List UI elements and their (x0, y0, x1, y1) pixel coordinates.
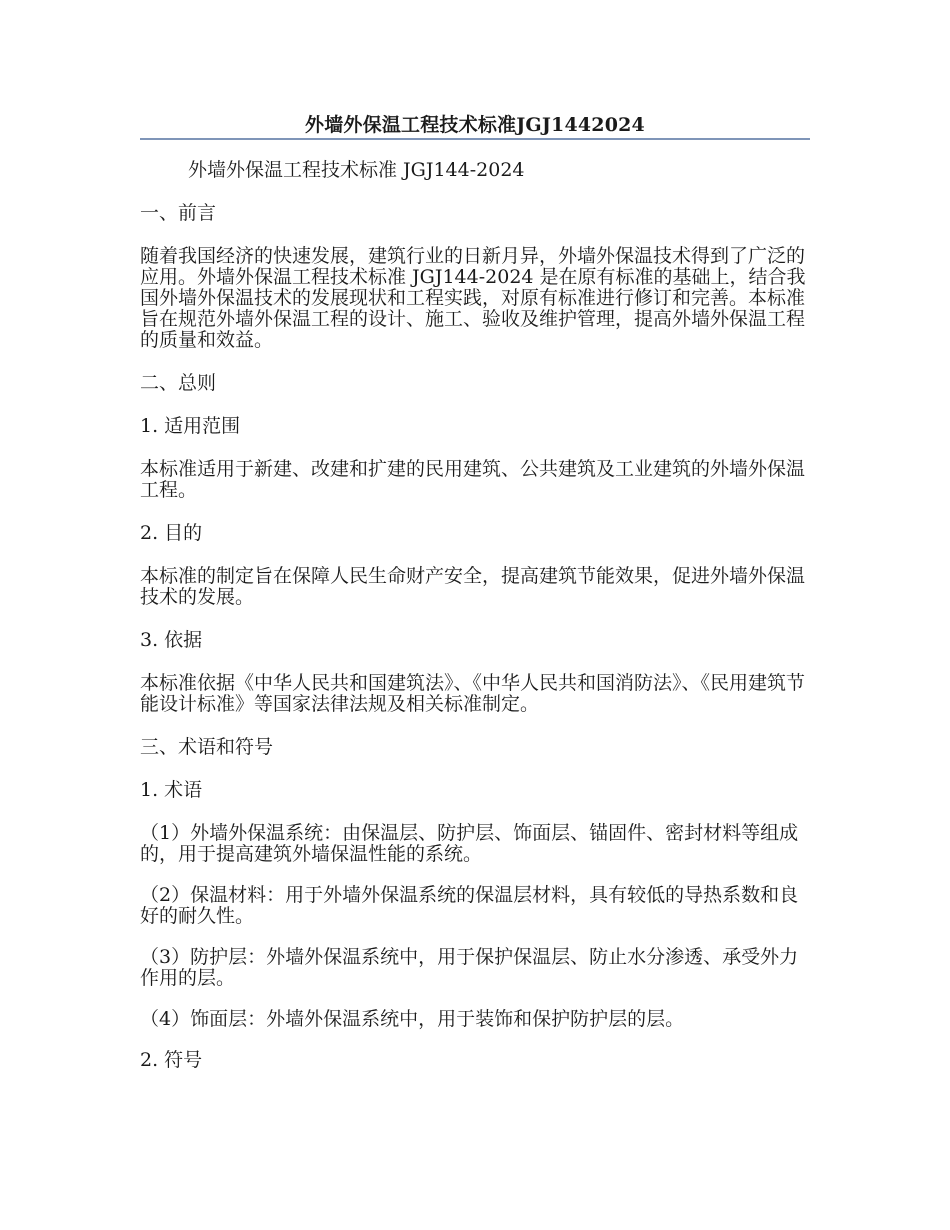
paragraph: 本标准依据《中华人民共和国建筑法》、《中华人民共和国消防法》、《民用建筑节能设计标准》等国家法律法规及相关标准制定。 (140, 672, 806, 715)
header-divider (140, 138, 810, 140)
section-heading: 一、前言 (140, 202, 217, 224)
section-heading: 二、总则 (140, 372, 217, 394)
document-subtitle: 外墙外保温工程技术标准 JGJ144-2024 (188, 159, 525, 181)
subsection-heading: 2. 目的 (140, 522, 203, 544)
term-definition: （3）防护层：外墙外保温系统中，用于保护保温层、防止水分渗透、承受外力作用的层。 (140, 946, 799, 989)
paragraph: 本标准的制定旨在保障人民生命财产安全，提高建筑节能效果，促进外墙外保温技术的发展。 (140, 565, 806, 608)
subsection-heading: 1. 适用范围 (140, 415, 241, 437)
document-body (140, 160, 810, 1093)
subsection-heading: 2. 符号 (140, 1049, 203, 1071)
paragraph: 随着我国经济的快速发展，建筑行业的日新月异，外墙外保温技术得到了广泛的应用。外墙外保温工程技术标准 JGJ144-2024 是在原有标准的基础上，结合我国外墙外保温技术的发展现状和工程实践，对原有标准进行修订和完善。本标准旨在规范外墙外保温工程的设计、施工、验收及维护管理，提高外墙外保温工程的质量和效益。 (140, 245, 806, 351)
page-header-title: 外墙外保温工程技术标准JGJ1442024 (305, 114, 645, 136)
term-definition: （1）外墙外保温系统：由保温层、防护层、饰面层、锚固件、密封材料等组成的，用于提高建筑外墙保温性能的系统。 (140, 822, 799, 865)
subsection-heading: 3. 依据 (140, 629, 203, 651)
section-heading: 三、术语和符号 (140, 736, 274, 758)
subsection-heading: 1. 术语 (140, 779, 203, 801)
paragraph: 本标准适用于新建、改建和扩建的民用建筑、公共建筑及工业建筑的外墙外保温工程。 (140, 458, 806, 501)
term-definition: （2）保温材料：用于外墙外保温系统的保温层材料，具有较低的导热系数和良好的耐久性。 (140, 884, 799, 927)
term-definition: （4）饰面层：外墙外保温系统中，用于装饰和保护防护层的层。 (140, 1008, 685, 1030)
